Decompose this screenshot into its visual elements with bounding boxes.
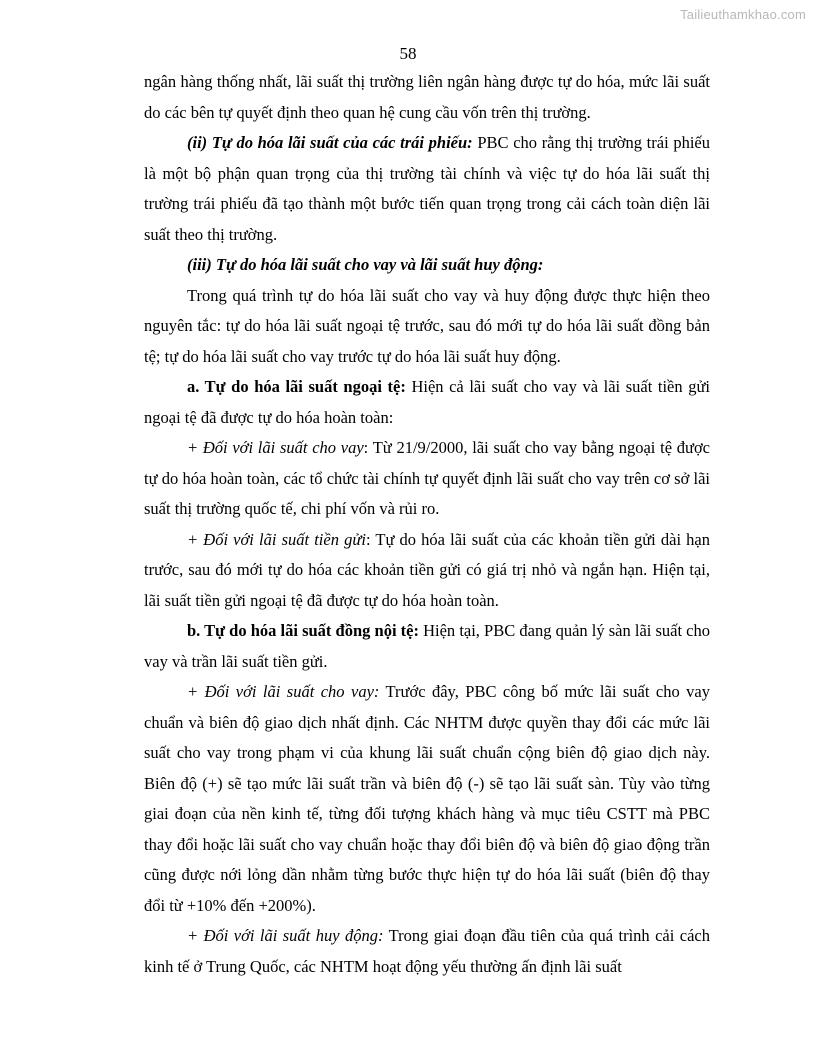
- paragraph-10: [144, 921, 710, 982]
- paragraph-5: [144, 372, 710, 433]
- subheading-domestic-lending-rate: + Đối với lãi suất cho vay:: [187, 682, 380, 701]
- watermark: Tailieuthamkhao.com: [680, 7, 806, 22]
- paragraph-2: [144, 128, 710, 250]
- page-number: 58: [399, 44, 417, 63]
- paragraph-8-text: Hiện tại, PBC đang quản lý sàn lãi suất cho vay và trần lãi suất tiền gửi.: [144, 621, 711, 671]
- paragraph-8: [144, 616, 710, 677]
- paragraph-5-text: Hiện cả lãi suất cho vay và lãi suất tiền gửi ngoại tệ đã được tự do hóa hoàn toàn:: [144, 377, 710, 427]
- paragraph-6-text: : Từ 21/9/2000, lãi suất cho vay bằng ngoại tệ được tự do hóa hoàn toàn, các tổ chức tài chính tự quyết định lãi suất cho vay trên cơ sở lãi suất thị trường quốc tế, chi phí vốn và rủi ro.: [144, 438, 710, 518]
- document-body: [144, 67, 710, 982]
- heading-foreign-currency-rate: a. Tự do hóa lãi suất ngoại tệ:: [187, 377, 406, 396]
- heading-domestic-currency-rate: b. Tự do hóa lãi suất đồng nội tệ:: [187, 621, 419, 640]
- heading-lending-deposit-rate: (iii) Tự do hóa lãi suất cho vay và lãi suất huy động:: [187, 255, 544, 274]
- heading-bond-rate-liberalization: (ii) Tự do hóa lãi suất của các trái phiếu:: [187, 133, 473, 152]
- paragraph-4: Trong quá trình tự do hóa lãi suất cho vay và huy động được thực hiện theo nguyên tắc: tự do hóa lãi suất ngoại tệ trước, sau đó mới tự do hóa lãi suất đồng bản tệ; tự do hóa lãi suất cho vay trước tự do hóa lãi suất huy động.: [144, 285, 710, 366]
- subheading-deposit-rate: + Đối với lãi suất tiền gửi: [187, 529, 366, 549]
- paragraph-3: [144, 250, 710, 281]
- paragraph-9-text: Trước đây, PBC công bố mức lãi suất cho vay chuẩn và biên độ giao dịch nhất định. Các NHTM được quyền thay đổi các mức lãi suất cho vay trong phạm vi của khung lãi suất chuẩn cộng biên độ giao dịch này. Biên độ (+) sẽ tạo mức lãi suất trần và biên độ (-) sẽ tạo lãi suất sàn. Tùy vào từng giai đoạn của nền kinh tế, từng đối tượng khách hàng và mục tiêu CSTT mà PBC thay đổi hoặc lãi suất cho vay chuẩn hoặc thay đổi biên độ và biên độ giao động trần cũng được nới lỏng dần nhằm từng bước thực hiện tự do hóa lãi suất (biên độ thay đổi từ +10% đến +200%).: [144, 682, 710, 915]
- paragraph-6: [144, 433, 710, 525]
- paragraph-2-text: PBC cho rằng thị trường trái phiếu là một bộ phận quan trọng của thị trường tài chính và việc tự do hóa lãi suất thị trường trái phiếu đã tạo thành một bước tiến quan trọng trong cải cách toàn diện lãi suất theo thị trường.: [144, 133, 710, 244]
- paragraph-1: ngân hàng thống nhất, lãi suất thị trường liên ngân hàng được tự do hóa, mức lãi suất do các bên tự quyết định theo quan hệ cung cầu vốn trên thị trường.: [144, 72, 710, 122]
- subheading-lending-rate: + Đối với lãi suất cho vay: [187, 438, 364, 457]
- subheading-mobilization-rate: + Đối với lãi suất huy động:: [187, 926, 384, 945]
- paragraph-9: [144, 677, 710, 921]
- paragraph-10-text: Trong giai đoạn đầu tiên của quá trình cải cách kinh tế ở Trung Quốc, các NHTM hoạt động yếu thường ấn định lãi suất: [144, 926, 710, 976]
- paragraph-7: [144, 525, 710, 617]
- paragraph-7-text: : Tự do hóa lãi suất của các khoản tiền gửi dài hạn trước, sau đó mới tự do hóa các khoản tiền gửi có giá trị nhỏ và ngắn hạn. Hiện tại, lãi suất tiền gửi ngoại tệ đã được tự do hóa hoàn toàn.: [144, 529, 710, 610]
